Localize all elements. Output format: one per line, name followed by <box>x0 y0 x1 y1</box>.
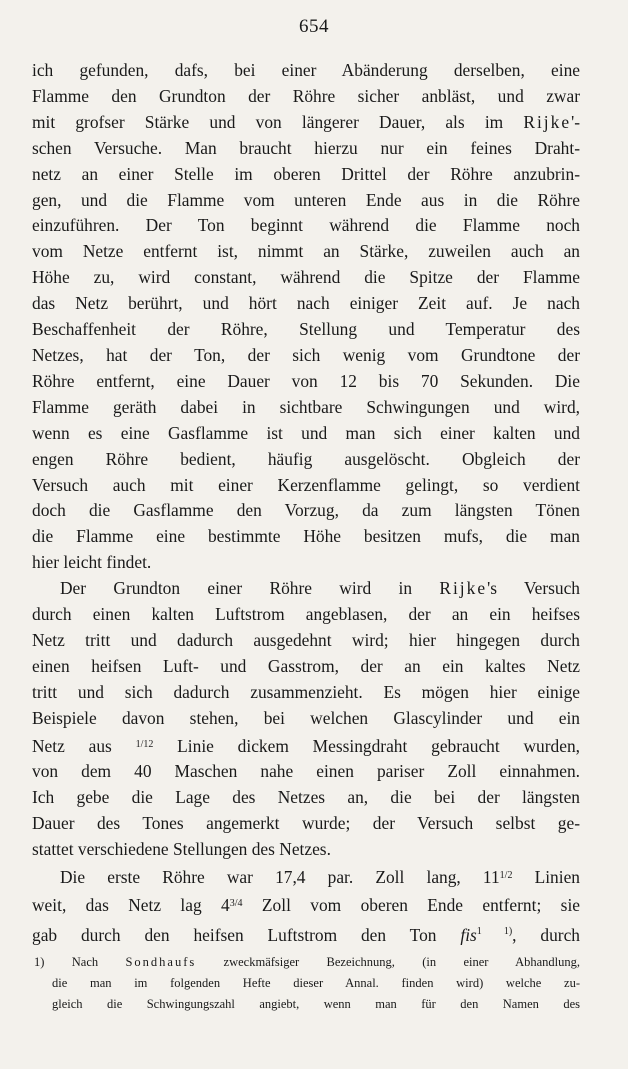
text-line: vom Netze entfernt ist, nimmt an Stärke, zuweilen auch an <box>32 241 580 262</box>
footnote-line: 1) Nach Sondhaufs zweckmäfsiger Bezeichnung, (in einer Abhandlung, <box>34 955 580 969</box>
name-sondhaufs: Sondhaufs <box>125 955 197 969</box>
text-line: doch die Gasflamme den Vorzug, da zum längsten Tönen <box>32 500 580 521</box>
text-line: Flamme geräth dabei in sichtbare Schwingungen und wird, <box>32 396 580 417</box>
text-line: durch einen kalten Luftstrom angeblasen, der an ein heifses <box>32 604 580 625</box>
text-line: einen heifsen Luft- und Gasstrom, der an ein kaltes Netz <box>32 655 580 676</box>
footnote-line: die man im folgenden Hefte dieser Annal. finden wird) welche zu- <box>52 976 580 990</box>
text-line: Höhe zu, wird constant, während die Spitze der Flamme <box>32 267 580 288</box>
text-line: Netz tritt und dadurch ausgedehnt wird; hier hingegen durch <box>32 629 580 650</box>
text-line: Die erste Röhre war 17,4 par. Zoll lang, $11^{1/2}$ Linien <box>60 867 580 888</box>
fraction: 1/2 <box>499 870 513 882</box>
text-line: Ich gebe die Lage des Netzes an, die bei der längsten <box>32 787 580 808</box>
text-line: Netz aus $^{1/12}$ Linie dickem Messingdraht gebraucht wurden, <box>32 735 580 756</box>
footnote-reference: 1 1) <box>476 925 513 937</box>
text-line: Netzes, hat der Ton, der sich wenig vom Grundtone der <box>32 344 580 365</box>
page-number: 654 <box>299 16 329 37</box>
fraction: 1/12 <box>135 738 154 750</box>
text-line: tritt und sich dadurch zusammenzieht. Es mögen hier einige <box>32 681 580 702</box>
text-line: die Flamme eine bestimmte Höhe besitzen mufs, die man <box>32 526 580 547</box>
text-line: stattet verschiedene Stellungen des Netzes. <box>32 839 331 860</box>
text-line: Dauer des Tones angemerkt wurde; der Versuch selbst ge- <box>32 813 580 834</box>
text-line: Der Grundton einer Röhre wird in Rijke's Versuch <box>60 578 580 599</box>
text-line: Röhre entfernt, eine Dauer von 12 bis 70 Sekunden. Die <box>32 370 580 391</box>
text-line: netz an einer Stelle im oberen Drittel der Röhre anzubrin- <box>32 163 580 184</box>
text-line: weit, das Netz lag $4^{3/4}$ Zoll vom oberen Ende entfernt; sie <box>32 895 580 915</box>
text-line: engen Röhre bedient, häufig ausgelöscht. Obgleich der <box>32 448 580 469</box>
note-name: fis <box>460 924 477 945</box>
text-line: hier leicht findet. <box>32 552 152 573</box>
text-line: Versuch auch mit einer Kerzenflamme gelingt, so verdient <box>32 474 580 495</box>
main-text <box>32 58 580 949</box>
fraction: 3/4 <box>229 898 243 909</box>
text-line: wenn es eine Gasflamme ist und man sich einer kalten und <box>32 422 580 443</box>
name-rijke: Rijke <box>439 578 488 599</box>
text-line: schen Versuche. Man braucht hierzu nur ein feines Draht- <box>32 137 580 158</box>
text-line: Beispiele davon stehen, bei welchen Glascylinder und ein <box>32 707 580 728</box>
text-line: das Netz berührt, und hört nach einiger Zeit auf. Je nach <box>32 293 580 314</box>
footnote-marker: 1) <box>34 955 45 969</box>
footnote <box>34 952 580 1015</box>
text-line: Flamme den Grundton der Röhre sicher anbläst, und zwar <box>32 85 580 106</box>
text-line: mit grofser Stärke und von längerer Dauer, als im Rijke'- <box>32 111 580 132</box>
text-line: ich gefunden, dafs, bei einer Abänderung derselben, eine <box>32 60 580 80</box>
text-line: Beschaffenheit der Röhre, Stellung und Temperatur des <box>32 319 580 340</box>
text-line: einzuführen. Der Ton beginnt während die Flamme noch <box>32 215 580 236</box>
text-line: gab durch den heifsen Luftstrom den Ton fis$^{1 1)}$, durch <box>32 924 580 945</box>
text-line: gen, und die Flamme vom unteren Ende aus in die Röhre <box>32 189 580 210</box>
footnote-line: gleich die Schwingungszahl angiebt, wenn man für den Namen des <box>52 997 580 1011</box>
text-line: von dem 40 Maschen nahe einen pariser Zoll einnahmen. <box>32 761 580 782</box>
name-rijke: Rijke <box>523 111 572 132</box>
